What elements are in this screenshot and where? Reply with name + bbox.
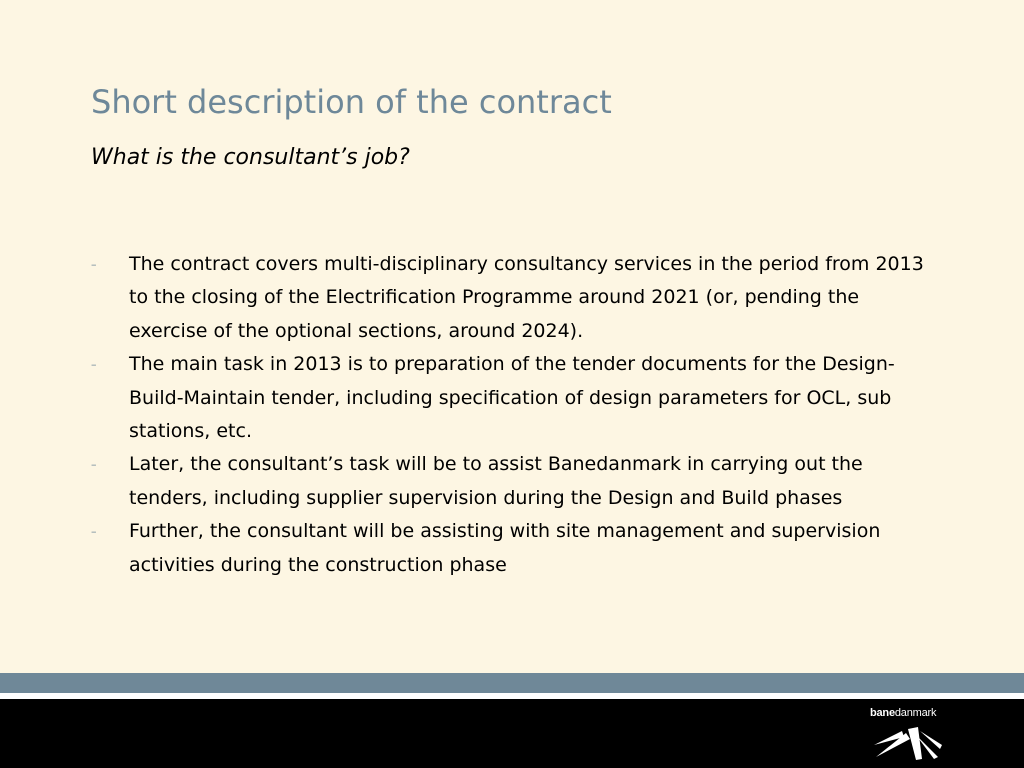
logo-wordmark	[870, 707, 936, 719]
bullet-text: Later, the consultant’s task will be to assist Banedanmark in carrying out the tenders, including supplier supervision during the Design and Build phases	[129, 453, 863, 509]
banedanmark-logo	[870, 707, 950, 762]
bullet-dash-icon: –	[91, 458, 97, 472]
bullet-text: The main task in 2013 is to preparation of the tender documents for the Design-Build-Maintain tender, including specification of design parameters for OCL, sub stations, etc.	[129, 353, 895, 443]
bullet-item	[91, 248, 941, 348]
bullet-dash-icon: –	[91, 258, 97, 271]
bullet-dash-icon: –	[91, 525, 97, 539]
logo-wordmark-regular: danmark	[894, 707, 937, 719]
bullet-text: The contract covers multi-disciplinary consultancy services in the period from 2013 to the closing of the Electrification Programme around 2021 (or, pending the exercise of the optional sections, around 2024).	[129, 253, 924, 342]
bullet-item	[91, 348, 941, 448]
railway-tracks-logo-icon	[872, 723, 944, 761]
bullet-item	[91, 515, 941, 582]
bullet-item	[91, 448, 941, 515]
logo-wordmark-bold: bane	[870, 707, 895, 719]
bullet-text: Further, the consultant will be assisting with site management and supervision activities during the construction phase	[129, 520, 881, 576]
slide-title: Short description of the contract	[91, 83, 612, 121]
bullet-dash-icon: –	[91, 358, 97, 372]
footer-accent-band	[0, 673, 1024, 693]
bullet-list	[91, 248, 941, 582]
slide-subtitle: What is the consultant’s job?	[91, 145, 410, 170]
